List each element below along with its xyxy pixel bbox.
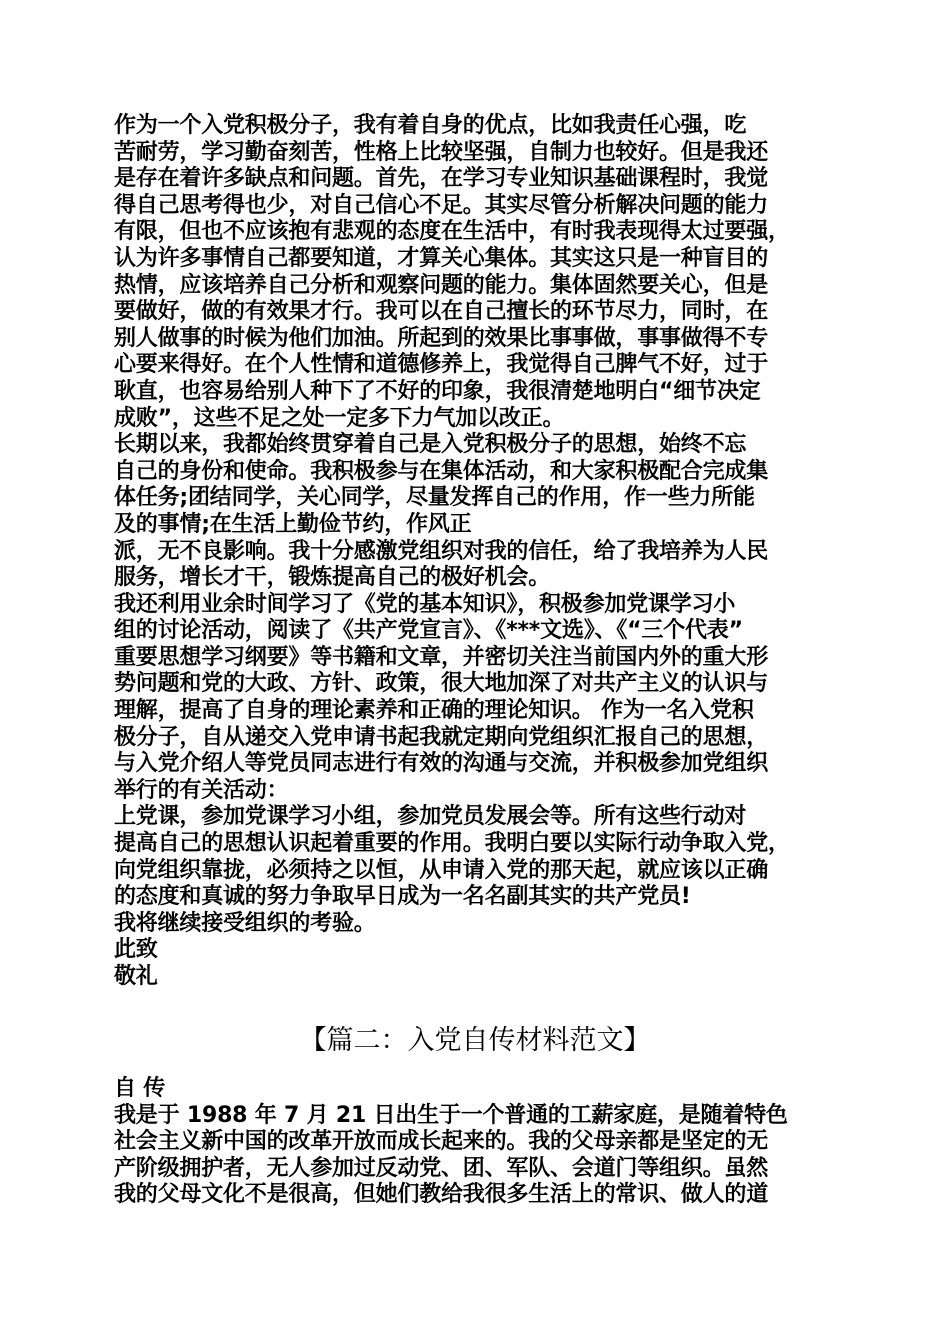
text-line: 苦耐劳，学习勤奋刻苦，性格上比较坚强，自制力也较好。但是我还 (114, 139, 769, 165)
text-line: 有限，但也不应该抱有悲观的态度在生活中，有时我表现得太过要强， (114, 219, 790, 245)
text-line: 服务，增长才干，锻炼提高自己的极好机会。 (114, 565, 551, 591)
text-line: 认为许多事情自己都要知道，才算关心集体。其实这只是一种盲目的 (114, 245, 769, 271)
text-line: 极分子，自从递交入党申请书起我就定期向党组织汇报自己的思想， (114, 724, 769, 750)
lower-text-block (114, 1076, 854, 1209)
text-line: 作为一个入党积极分子，我有着自身的优点，比如我责任心强，吃 (114, 113, 747, 138)
text-line: 与入党介绍人等党员同志进行有效的沟通与交流，并积极参加党组织 (114, 751, 769, 777)
text-line: 理解，提高了自身的理论素养和正确的理论知识。 作为一名入党积 (114, 698, 754, 724)
text-line: 长期以来，我都始终贯穿着自己是入党积极分子的思想，始终不忘 (114, 432, 747, 458)
text-line: 我将继续接受组织的考验。 (114, 910, 376, 936)
text-line: 体任务;团结同学，关心同学，尽量发挥自己的作用，作一些力所能 (114, 485, 755, 511)
text-line: 我的父母文化不是很高，但她们教给我很多生活上的常识、做人的道 (114, 1182, 769, 1208)
text-line: 社会主义新中国的改革开放而成长起来的。我的父母亲都是坚定的无 (114, 1129, 769, 1155)
text-line: 我是于 1988 年 7 月 21 日出生于一个普通的工薪家庭，是随着特色 (114, 1102, 788, 1128)
text-line: 势问题和党的大政、方针、政策，很大地加深了对共产主义的认识与 (114, 671, 769, 697)
text-line: 重要思想学习纲要》等书籍和文章，并密切关注当前国内外的重大形 (114, 644, 769, 670)
text-line: 得自己思考得也少，对自己信心不足。其实尽管分析解决问题的能力 (114, 192, 769, 218)
text-line: 敬礼 (114, 964, 158, 989)
text-line: 组的讨论活动，阅读了《共产党宣言》、《***文选》、《“三个代表” (114, 618, 743, 644)
text-line: 我还利用业余时间学习了《党的基本知识》，积极参加党课学习小 (114, 591, 736, 617)
text-line: 是存在着许多缺点和问题。首先，在学习专业知识基础课程时，我觉 (114, 166, 769, 192)
text-line: 上党课，参加党课学习小组，参加党员发展会等。所有这些行动对 (114, 804, 747, 830)
text-line: 自己的身份和使命。我积极参与在集体活动，和大家积极配合完成集 (114, 458, 769, 484)
text-line: 此致 (114, 937, 158, 963)
section-heading: 【篇二：入党自传材料范文】 (299, 1025, 651, 1056)
text-line: 热情，应该培养自己分析和观察问题的能力。集体固然要关心，但是 (114, 272, 769, 298)
text-line: 耿直，也容易给别人种下了不好的印象，我很清楚地明白“细节决定 (114, 378, 761, 404)
text-line: 别人做事的时候为他们加油。所起到的效果比事事做，事事做得不专 (114, 325, 769, 351)
text-line: 要做好，做的有效果才行。我可以在自己擅长的环节尽力，同时，在 (114, 299, 769, 325)
text-line: 心要来得好。在个人性情和道德修养上，我觉得自己脾气不好，过于 (114, 352, 769, 378)
text-line: 及的事情;在生活上勤俭节约，作风正 (114, 511, 472, 537)
text-line: 成败”，这些不足之处一定多下力气加以改正。 (114, 405, 565, 431)
text-line: 自 传 (114, 1076, 166, 1101)
text-line: 向党组织靠拢，必须持之以恒，从申请入党的那天起，就应该以正确 (114, 857, 769, 883)
text-line: 的态度和真诚的努力争取早日成为一名名副其实的共产党员! (114, 884, 691, 910)
text-line: 派，无不良影响。我十分感激党组织对我的信任，给了我培养为人民 (114, 538, 769, 564)
text-line: 提高自己的思想认识起着重要的作用。我明白要以实际行动争取入党， (114, 831, 790, 857)
text-line: 举行的有关活动： (114, 777, 289, 803)
text-line: 产阶级拥护者，无人参加过反动党、团、军队、会道门等组织。虽然 (114, 1155, 769, 1181)
upper-text-block (114, 113, 854, 991)
